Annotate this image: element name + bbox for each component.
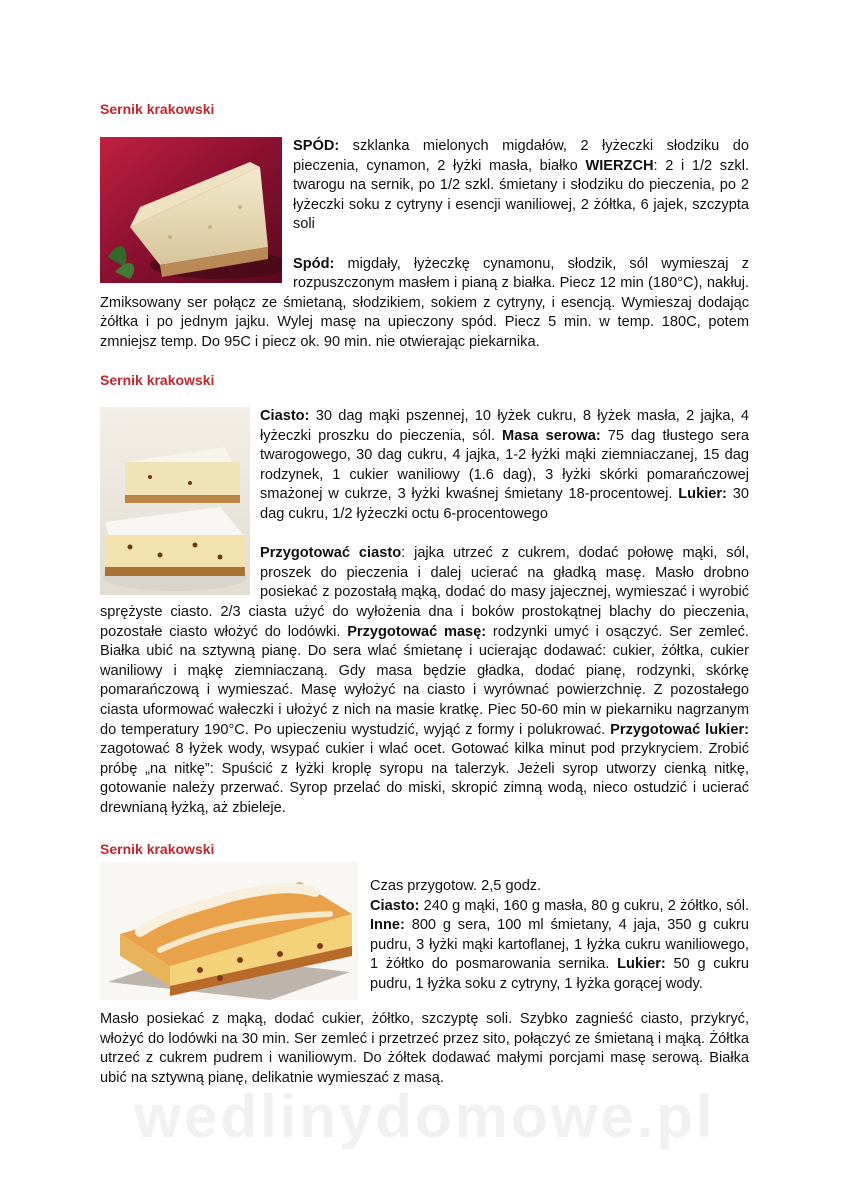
prep-time: Czas przygotow. 2,5 godz. [370, 878, 542, 894]
recipe-3-method: Masło posiekać z mąką, dodać cukier, żółtko, szczyptę soli. Szybko zagnieść ciasto, przykryć, włożyć do lodówki na 30 min. Ser zemleć i przetrzeć przez sito, połączyć ze śmietaną i mąką. Żółtka utrzeć z cukrem pudrem i waniliowym. Do żółtek dodawać małymi porcjami masę serową. Białka ubić na sztywną pianę, delikatnie wymieszać z masą. [100, 1011, 749, 1086]
recipe-2-label-ciasto: Ciasto: [260, 408, 310, 424]
recipe-1-label-spod: SPÓD: [293, 138, 340, 154]
cheesecake-photo-1 [100, 137, 282, 283]
recipe-2-method-label-2: Przygotować masę: [347, 623, 487, 640]
recipe-2-method-label-1: Przygotować ciasto [260, 545, 402, 562]
recipe-1-method-label: Spód: [293, 255, 335, 272]
recipe-3-title: Sernik krakowski [100, 841, 215, 857]
recipe-2-title: Sernik krakowski [100, 372, 215, 388]
recipe-3-label-ciasto: Ciasto: [370, 897, 420, 914]
recipe-1-label-wierzch: WIERZCH [585, 157, 654, 174]
recipe-3-label-lukier: Lukier: [617, 956, 666, 973]
recipe-2-label-lukier: Lukier: [678, 486, 727, 503]
recipe-3-label-inne: Inne: [370, 917, 405, 934]
recipe-2-body: Ciasto: 30 dag mąki pszennej, 10 łyżek cukru, 8 łyżek masła, 2 jajka, 4 łyżeczki proszku do pieczenia, sól. Masa serowa: 75 dag tłustego sera twarogowego, 30 dag cukru, 4 jajka, 1-2 łyżki mąki ziemniaczanej, 15 dag rodzynek, 1 cukier waniliowy (1.6 dag), 3 łyżki skórki pomarańczowej smażonej w cukrze, 3 łyżki kwaśnej śmietany 18-procentowej. Lukier: 30 dag cukru, 1/2 łyżeczki octu 6-procentowego Przygotować ciasto: jajka utrzeć z cukrem, dodać połowę mąki, sól, proszek do pieczenia i dalej ucierać na gładką masę. Masło drobno posiekać z pozostałą mąką, dodać do masy jajecznej, wymieszać i wyrobić sprężyste ciasto. 2/3 ciasta użyć do wyłożenia dna i boków prostokątnej blachy do pieczenia, pozostałe ciasto włożyć do lodówki. Przygotować masę: rodzynki umyć i osączyć. Ser zemleć. Białka ubić na sztywną pianę. Do sera wlać śmietanę i ucierając dodawać: cukier, żółtka, cukier waniliowy i mąkę ziemniaczaną. Gdy masa będzie gładka, dodać pianę, rodzynki, skórkę pomarańczową i wymieszać. Masę wyłożyć na ciasto i wyrównać powierzchnię. Z pozostałego ciasta uformować wałeczki i ułożyć z nich na masie kratkę. Piec 50-60 min w piekarniku nagrzanym do temperatury 190°C. Po upieczeniu wystudzić, wyjąć z formy i polukrować. Przygotować lukier: zagotować 8 łyżek wody, wsypać cukier i wlać ocet. Gotować kilka minut pod przykryciem. Zrobić próbę „na nitkę”: Spuścić z łyżki kroplę syropu na talerzyk. Jeżeli syrop utworzy cienką nitkę, gotowanie należy przerwać. Syrop przelać do miski, skropić zimną wodą, nieco ostudzić i ucierać drewnianą łyżką, aż zbieleje. [100, 408, 749, 816]
cheesecake-photo-2 [100, 407, 250, 595]
cheesecake-photo-3 [100, 862, 358, 1000]
recipe-2-method-label-3: Przygotować lukier: [610, 721, 749, 738]
recipe-1-body: SPÓD: szklanka mielonych migdałów, 2 łyżeczki słodziku do pieczenia, cynamon, 2 łyżki masła, białko WIERZCH: 2 i 1/2 szkl. twarogu na sernik, po 1/2 szkl. śmietany i słodziku do pieczenia, po 2 łyżeczki soku z cytryny i esencji waniliowej, 2 żółtka, 6 jajek, szczypta soli Spód: migdały, łyżeczkę cynamonu, słodzik, sól wymieszaj z rozpuszczonym masłem i pianą z białka. Piecz 12 min (180°C), nakłuj. Zmiksowany ser połącz ze śmietaną, słodzikiem, sokiem z cytryny, i esencją. Wymieszaj dodając żółtka i po jednym jajku. Wylej masę na upieczony spód. Piecz 5 min. w temp. 180C, potem zmniejsz temp. Do 95C i piecz ok. 90 min. nie otwierając piekarnika. [100, 138, 749, 350]
watermark: wedlinydomowe.pl [134, 1083, 716, 1150]
recipe-2-label-masa: Masa serowa: [502, 427, 601, 444]
recipe-3-body: Czas przygotow. 2,5 godz. Ciasto: 240 g mąki, 160 g masła, 80 g cukru, 2 żółtko, sól. Inne: 800 g sera, 100 ml śmietany, 4 jaja, 350 g cukru pudru, 3 łyżki mąki kartoflanej, 1 łyżka cukru waniliowego, 1 żółtko do posmarowania sernika. Lukier: 50 g cukru pudru, 1 łyżka soku z cytryny, 1 łyżka gorącej wody. Masło posiekać z mąką, dodać cukier, żółtko, szczyptę soli. Szybko zagnieść ciasto, przykryć, włożyć do lodówki na 30 min. Ser zemleć i przetrzeć przez sito, połączyć ze śmietaną i mąką. Żółtka utrzeć z cukrem pudrem i waniliowym. Do żółtek dodawać małymi porcjami masę serową. Białka ubić na sztywną pianę, delikatnie wymieszać z masą. [100, 877, 749, 1088]
recipe-1-title: Sernik krakowski [100, 101, 215, 117]
